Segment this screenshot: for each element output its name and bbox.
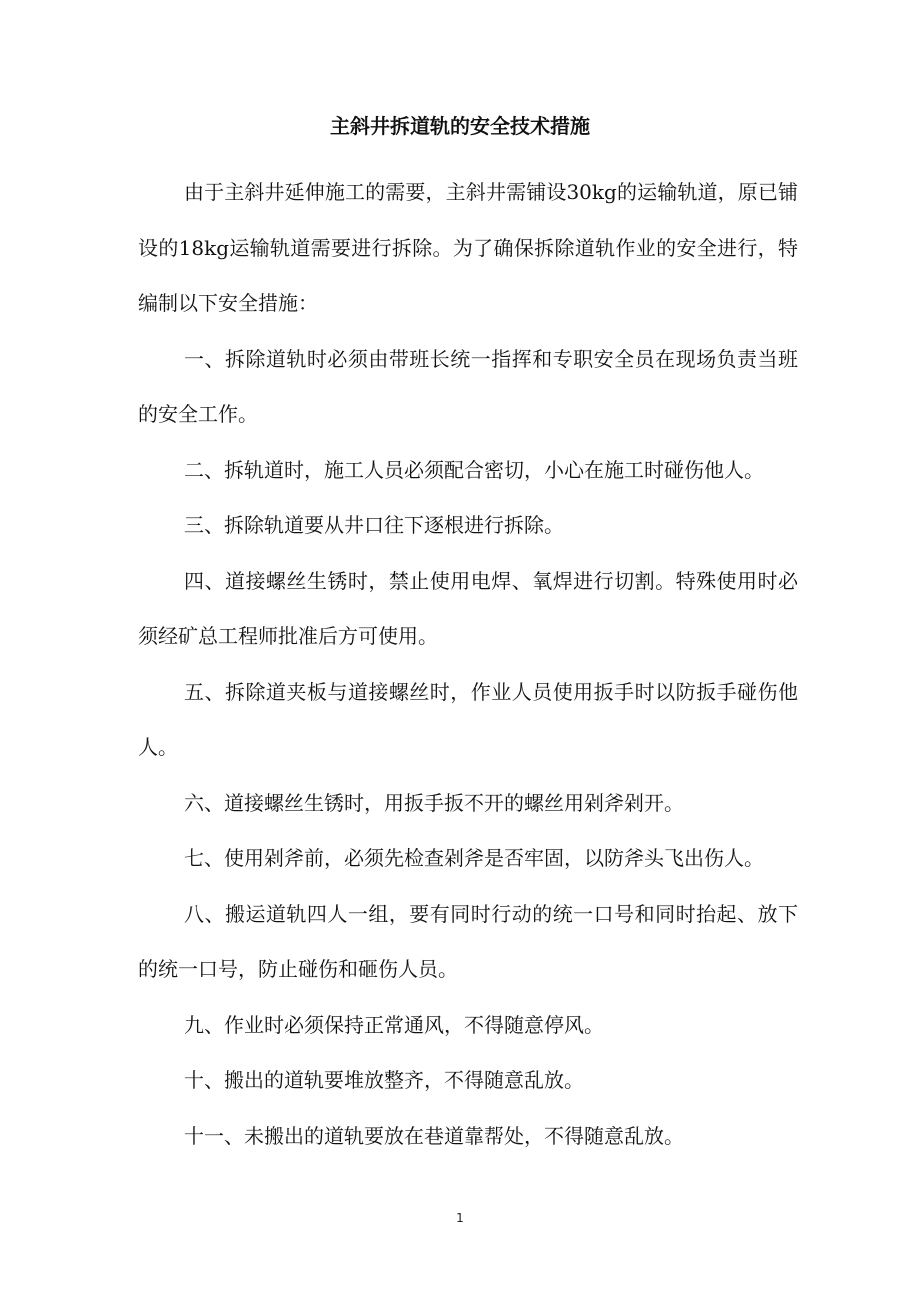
document-body bbox=[138, 165, 798, 1164]
intro-paragraph: 由于主斜井延伸施工的需要，主斜井需铺设30kg的运输轨道，原已铺设的18kg运输轨道需要进行拆除。为了确保拆除道轨作业的安全进行，特编制以下安全措施： bbox=[138, 180, 798, 315]
document-title: 主斜井拆道轨的安全技术措施 bbox=[330, 114, 590, 138]
measure-item-1: 一、拆除道轨时必须由带班长统一指挥和专职安全员在现场负责当班的安全工作。 bbox=[138, 346, 798, 426]
measure-item-5: 五、拆除道夹板与道接螺丝时，作业人员使用扳手时以防扳手碰伤他人。 bbox=[138, 679, 798, 759]
measure-item-9: 九、作业时必须保持正常通风，不得随意停风。 bbox=[184, 1012, 604, 1037]
page-number: 1 bbox=[456, 1211, 464, 1225]
measure-item-2: 二、拆轨道时，施工人员必须配合密切，小心在施工时碰伤他人。 bbox=[184, 457, 764, 482]
measure-item-6: 六、道接螺丝生锈时，用扳手扳不开的螺丝用剁斧剁开。 bbox=[184, 790, 684, 815]
measure-item-4: 四、道接螺丝生锈时，禁止使用电焊、氧焊进行切割。特殊使用时必须经矿总工程师批准后方可使用。 bbox=[138, 568, 798, 648]
measure-item-10: 十、搬出的道轨要堆放整齐，不得随意乱放。 bbox=[184, 1068, 584, 1092]
measure-item-7: 七、使用剁斧前，必须先检查剁斧是否牢固，以防斧头飞出伤人。 bbox=[184, 846, 764, 870]
measure-item-8: 八、搬运道轨四人一组，要有同时行动的统一口号和同时抬起、放下的统一口号，防止碰伤和砸伤人员。 bbox=[138, 901, 798, 981]
measure-item-11: 十一、未搬出的道轨要放在巷道靠帮处，不得随意乱放。 bbox=[184, 1123, 684, 1148]
measure-item-3: 三、拆除轨道要从井口往下逐根进行拆除。 bbox=[184, 513, 564, 537]
